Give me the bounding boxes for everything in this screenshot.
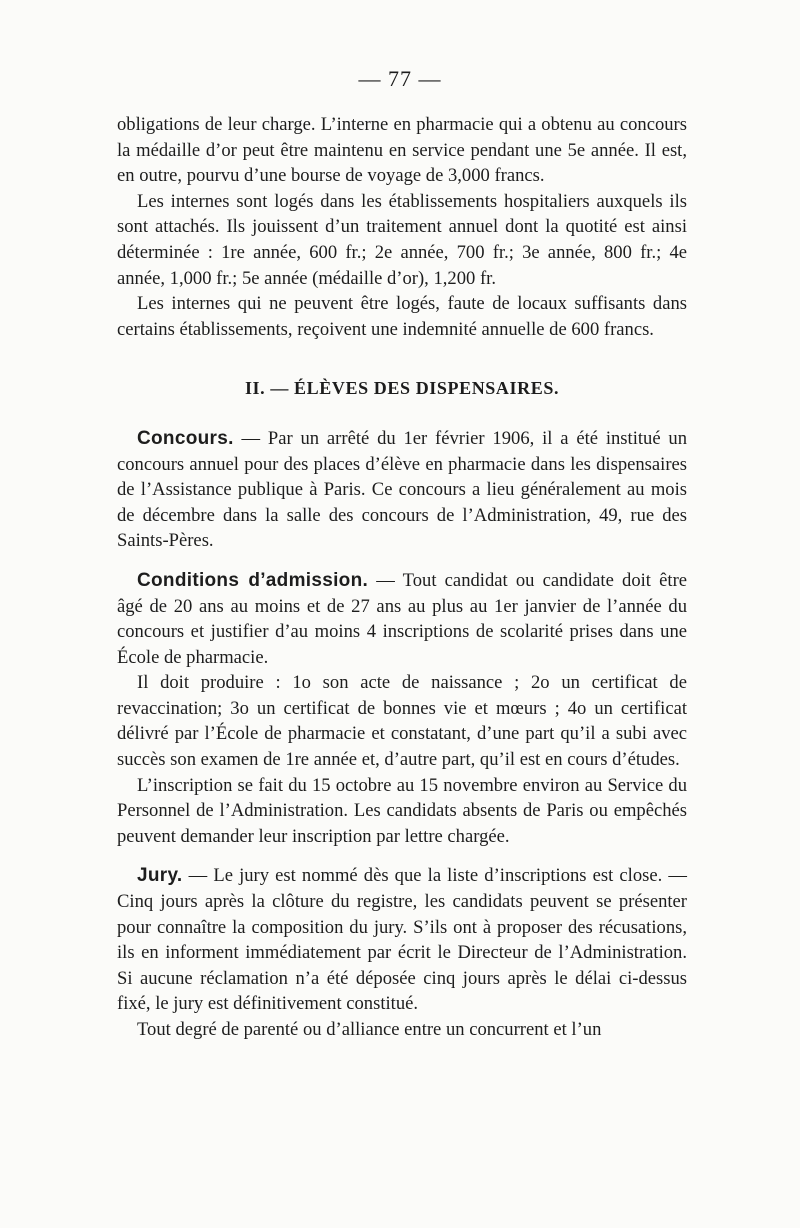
- jury-lead: Jury.: [137, 865, 183, 887]
- text-body: [117, 112, 687, 1043]
- conditions-text: — Tout candidat ou candidate doit être âgé de 20 ans au moins et de 27 ans au plus au 1er janvier de l’année du concours et justifier d’au moins 4 inscriptions de scolarité prises dans une École de pharmacie.: [117, 569, 688, 668]
- conditions-lead: Conditions d’admission.: [137, 569, 369, 591]
- paragraph-concours: [117, 426, 687, 554]
- paragraph-logement: Les internes sont logés dans les établissements hospitaliers auxquels ils sont attachés. Ils jouissent d’un traitement annuel dont la quotité est ainsi déterminée : 1re année, 600 fr.; 2e année, 700 fr.; 3e année, 800 fr.; 4e année, 1,000 fr.; 5e année (médaille d’or), 1,200 fr.: [117, 190, 687, 289]
- jury-text: — Le jury est nommé dès que la liste d’inscriptions est close. — Cinq jours après la clôture du registre, les candidats peuvent se présenter pour connaître la composition du jury. S’ils ont à proposer des récusations, ils en informent immédiatement par écrit le Directeur de l’Administration. Si aucune réclamation n’a été déposée cinq jours après le délai ci-dessus fixé, le jury est définitivement constitué.: [117, 865, 687, 1015]
- section-heading: II. — ÉLÈVES DES DISPENSAIRES.: [244, 378, 560, 399]
- paragraph-indemnite: Les internes qui ne peuvent être logés, faute de locaux suffisants dans certains établissements, reçoivent une indemnité annuelle de 600 francs.: [117, 293, 687, 340]
- paragraph-parente: Tout degré de parenté ou d’alliance entre un concurrent et l’un: [137, 1019, 602, 1040]
- paragraph-jury: [117, 863, 687, 1017]
- paragraph-conditions: [117, 568, 687, 670]
- page-number: — 77 —: [358, 66, 442, 91]
- concours-text: — Par un arrêté du 1er février 1906, il a été institué un concours annuel pour des places d’élève en pharmacie dans les dispensaires de l’Assistance publique à Paris. Ce concours a lieu généralement au mois de décembre dans la salle des concours de l’Administration, 49, rue des Saints-Pères.: [117, 427, 687, 552]
- paragraph-obligations: obligations de leur charge. L’interne en pharmacie qui a obtenu au concours la médaille d’or peut être maintenu en service pendant une 5e année. Il est, en outre, pourvu d’une bourse de voyage de 3,000 francs.: [117, 114, 687, 187]
- concours-lead: Concours.: [137, 427, 234, 449]
- paragraph-pieces: Il doit produire : 1o son acte de naissance ; 2o un certificat de revaccination; 3o un certificat de bonnes vie et mœurs ; 4o un certificat délivré par l’École de pharmacie et constatant, d’une part qu’il a subi avec succès son examen de 1re année et, d’autre part, qu’il est en cours d’études.: [117, 672, 687, 771]
- paragraph-inscription: L’inscription se fait du 15 octobre au 15 novembre environ au Service du Personnel de l’Administration. Les candidats absents de Paris ou empêchés peuvent demander leur inscription par lettre chargée.: [117, 774, 687, 847]
